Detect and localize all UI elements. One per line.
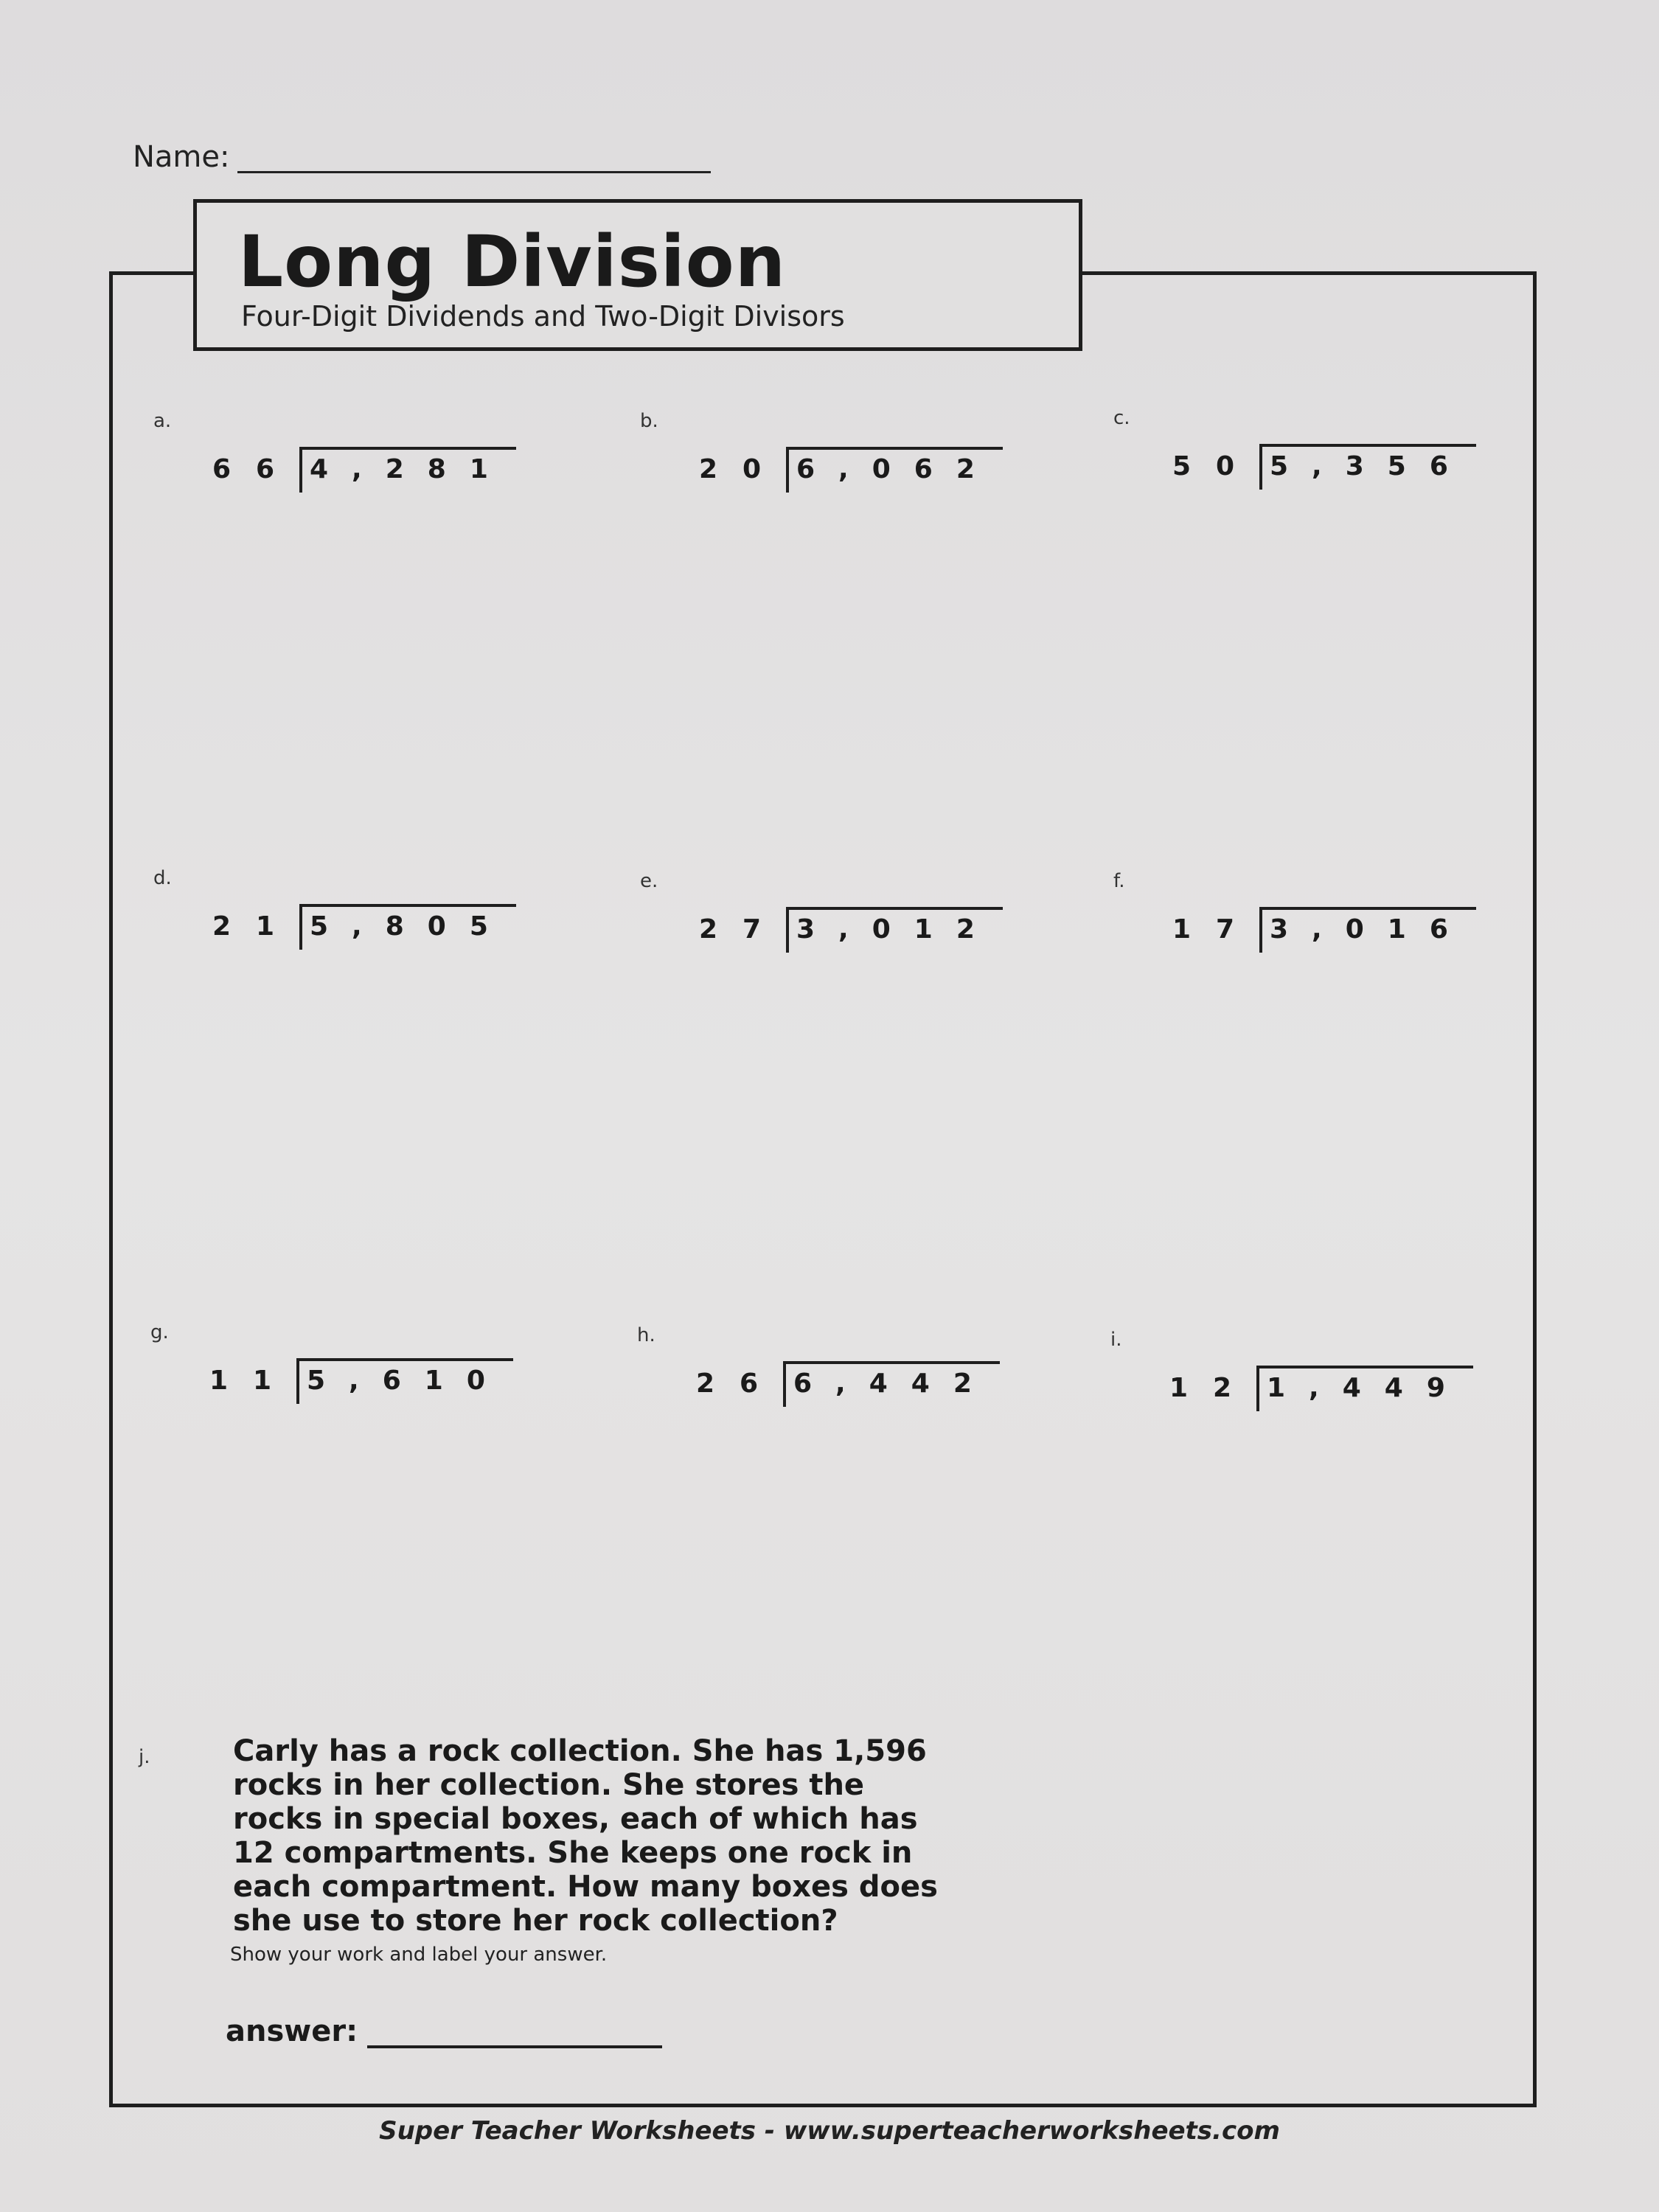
word-problem-note: Show your work and label your answer. <box>230 1944 608 1966</box>
dividend: 4,281 <box>310 454 512 484</box>
word-problem-text: Carly has a rock collection. She has 1,596 rocks in her collection. She stores the rocks in special boxes, each of which has 12 compartments. She keeps one rock in each compartment. How many boxes does she use to store her rock collection? <box>233 1734 938 1938</box>
footer-credit: Super Teacher Worksheets - www.superteacherworksheets.com <box>379 2116 1280 2146</box>
problem-letter: f. <box>1113 870 1125 892</box>
page-title: Long Division <box>238 220 787 303</box>
title-box <box>193 199 1082 351</box>
divisor: 27 <box>699 914 787 945</box>
dividend: 5,356 <box>1270 451 1472 481</box>
word-problem-letter: j. <box>139 1746 150 1768</box>
problem-e <box>640 870 1023 1018</box>
divisor: 26 <box>696 1368 784 1399</box>
problem-h <box>637 1324 1020 1472</box>
problem-d <box>153 867 537 1015</box>
answer-input-line[interactable] <box>367 2045 662 2048</box>
problem-letter: h. <box>637 1324 655 1346</box>
problem-letter: g. <box>150 1321 169 1343</box>
divisor: 12 <box>1169 1373 1257 1403</box>
divisor: 50 <box>1172 451 1260 481</box>
problem-letter: b. <box>640 410 658 432</box>
dividend: 6,062 <box>796 454 998 484</box>
problem-letter: a. <box>153 410 172 432</box>
divisor: 17 <box>1172 914 1260 945</box>
name-input-line[interactable] <box>237 171 711 173</box>
dividend: 5,805 <box>310 911 512 942</box>
dividend: 1,449 <box>1267 1373 1469 1403</box>
problem-letter: e. <box>640 870 658 892</box>
problem-letter: d. <box>153 867 172 889</box>
answer-label: answer: <box>226 2014 358 2048</box>
problem-i <box>1110 1329 1494 1476</box>
problem-g <box>150 1321 534 1469</box>
problem-letter: c. <box>1113 407 1130 429</box>
problem-b <box>640 410 1023 557</box>
dividend: 6,442 <box>793 1368 995 1399</box>
problem-c <box>1113 407 1497 554</box>
dividend: 5,610 <box>307 1366 509 1396</box>
problem-letter: i. <box>1110 1329 1122 1351</box>
problem-f <box>1113 870 1497 1018</box>
problem-a <box>153 410 537 557</box>
page-subtitle: Four-Digit Dividends and Two-Digit Divisors <box>241 300 845 333</box>
divisor: 11 <box>209 1366 297 1396</box>
divisor: 20 <box>699 454 787 484</box>
divisor: 66 <box>212 454 300 484</box>
divisor: 21 <box>212 911 300 942</box>
dividend: 3,016 <box>1270 914 1472 945</box>
dividend: 3,012 <box>796 914 998 945</box>
name-label: Name: <box>133 140 230 174</box>
